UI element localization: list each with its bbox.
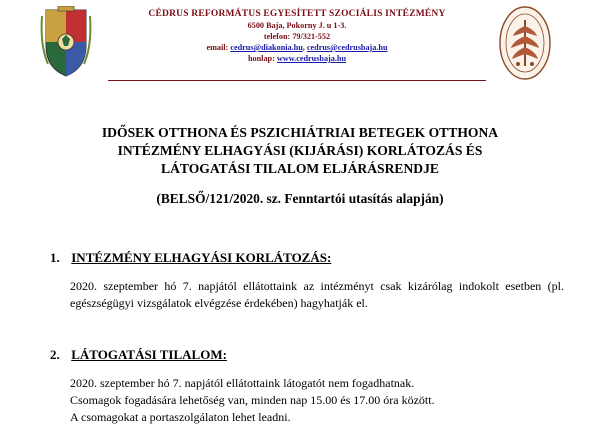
section-1-title: INTÉZMÉNY ELHAGYÁSI KORLÁTOZÁS: [71,250,332,265]
section-1-heading [50,250,331,266]
section-2-line-1: 2020. szeptember hó 7. napjától ellátottaink látogatót nem fogadhatnak. [70,376,415,390]
email-link-1[interactable]: cedrus@diakonia.hu [230,43,303,52]
document-subtitle: (BELSŐ/121/2020. sz. Fenntartói utasítás alapján) [156,191,444,206]
email-label: email: [206,43,229,52]
website-link[interactable]: www.cedrusbaja.hu [276,54,347,63]
organization-address: 6500 Baja, Pokorny J. u 1-3. [247,21,347,30]
email-link-2[interactable]: cedrus@cedrusbaja.hu [306,43,388,52]
section-2-title: LÁTOGATÁSI TILALOM: [71,347,227,362]
coat-of-arms-logo [40,6,92,80]
section-1-text: 2020. szeptember hó 7. napjától ellátottaink az intézményt csak kizárólag indokolt esetben (pl. egészségügyi vizsgálatok elvégzése érdekében) hagyhatják el. [70,279,564,310]
email-separator: , [302,43,307,52]
cedrus-seal-logo [498,4,552,82]
title-line-1: IDŐSEK OTTHONA ÉS PSZICHIÁTRIAI BETEGEK OTTHONA [101,125,499,140]
section-2-line-2: Csomagok fogadására lehetőség van, minden nap 15.00 és 17.00 óra között. [70,393,435,407]
section-2-heading [50,347,227,363]
title-line-3: LÁTOGATÁSI TILALOM ELJÁRÁSRENDJE [161,161,439,176]
organization-name: CÉDRUS REFORMÁTUS EGYESÍTETT SZOCIÁLIS INTÉZMÉNY [148,9,446,19]
website-label: honlap: [247,54,275,63]
organization-info [112,8,482,64]
title-line-2: INTÉZMÉNY ELHAGYÁSI (KIJÁRÁSI) KORLÁTOZÁS ÉS [117,143,483,158]
section-2-number: 2. [50,347,60,362]
header-divider [108,80,486,81]
document-title [60,124,540,178]
section-2-line-3: A csomagokat a portaszolgálaton lehet leadni. [70,410,291,424]
section-1-number: 1. [50,250,60,265]
organization-phone: telefon: 79/321-552 [263,32,331,41]
organization-email-line [112,42,482,53]
organization-website-line [112,53,482,64]
letterhead [0,0,593,92]
section-2-text [70,375,564,426]
